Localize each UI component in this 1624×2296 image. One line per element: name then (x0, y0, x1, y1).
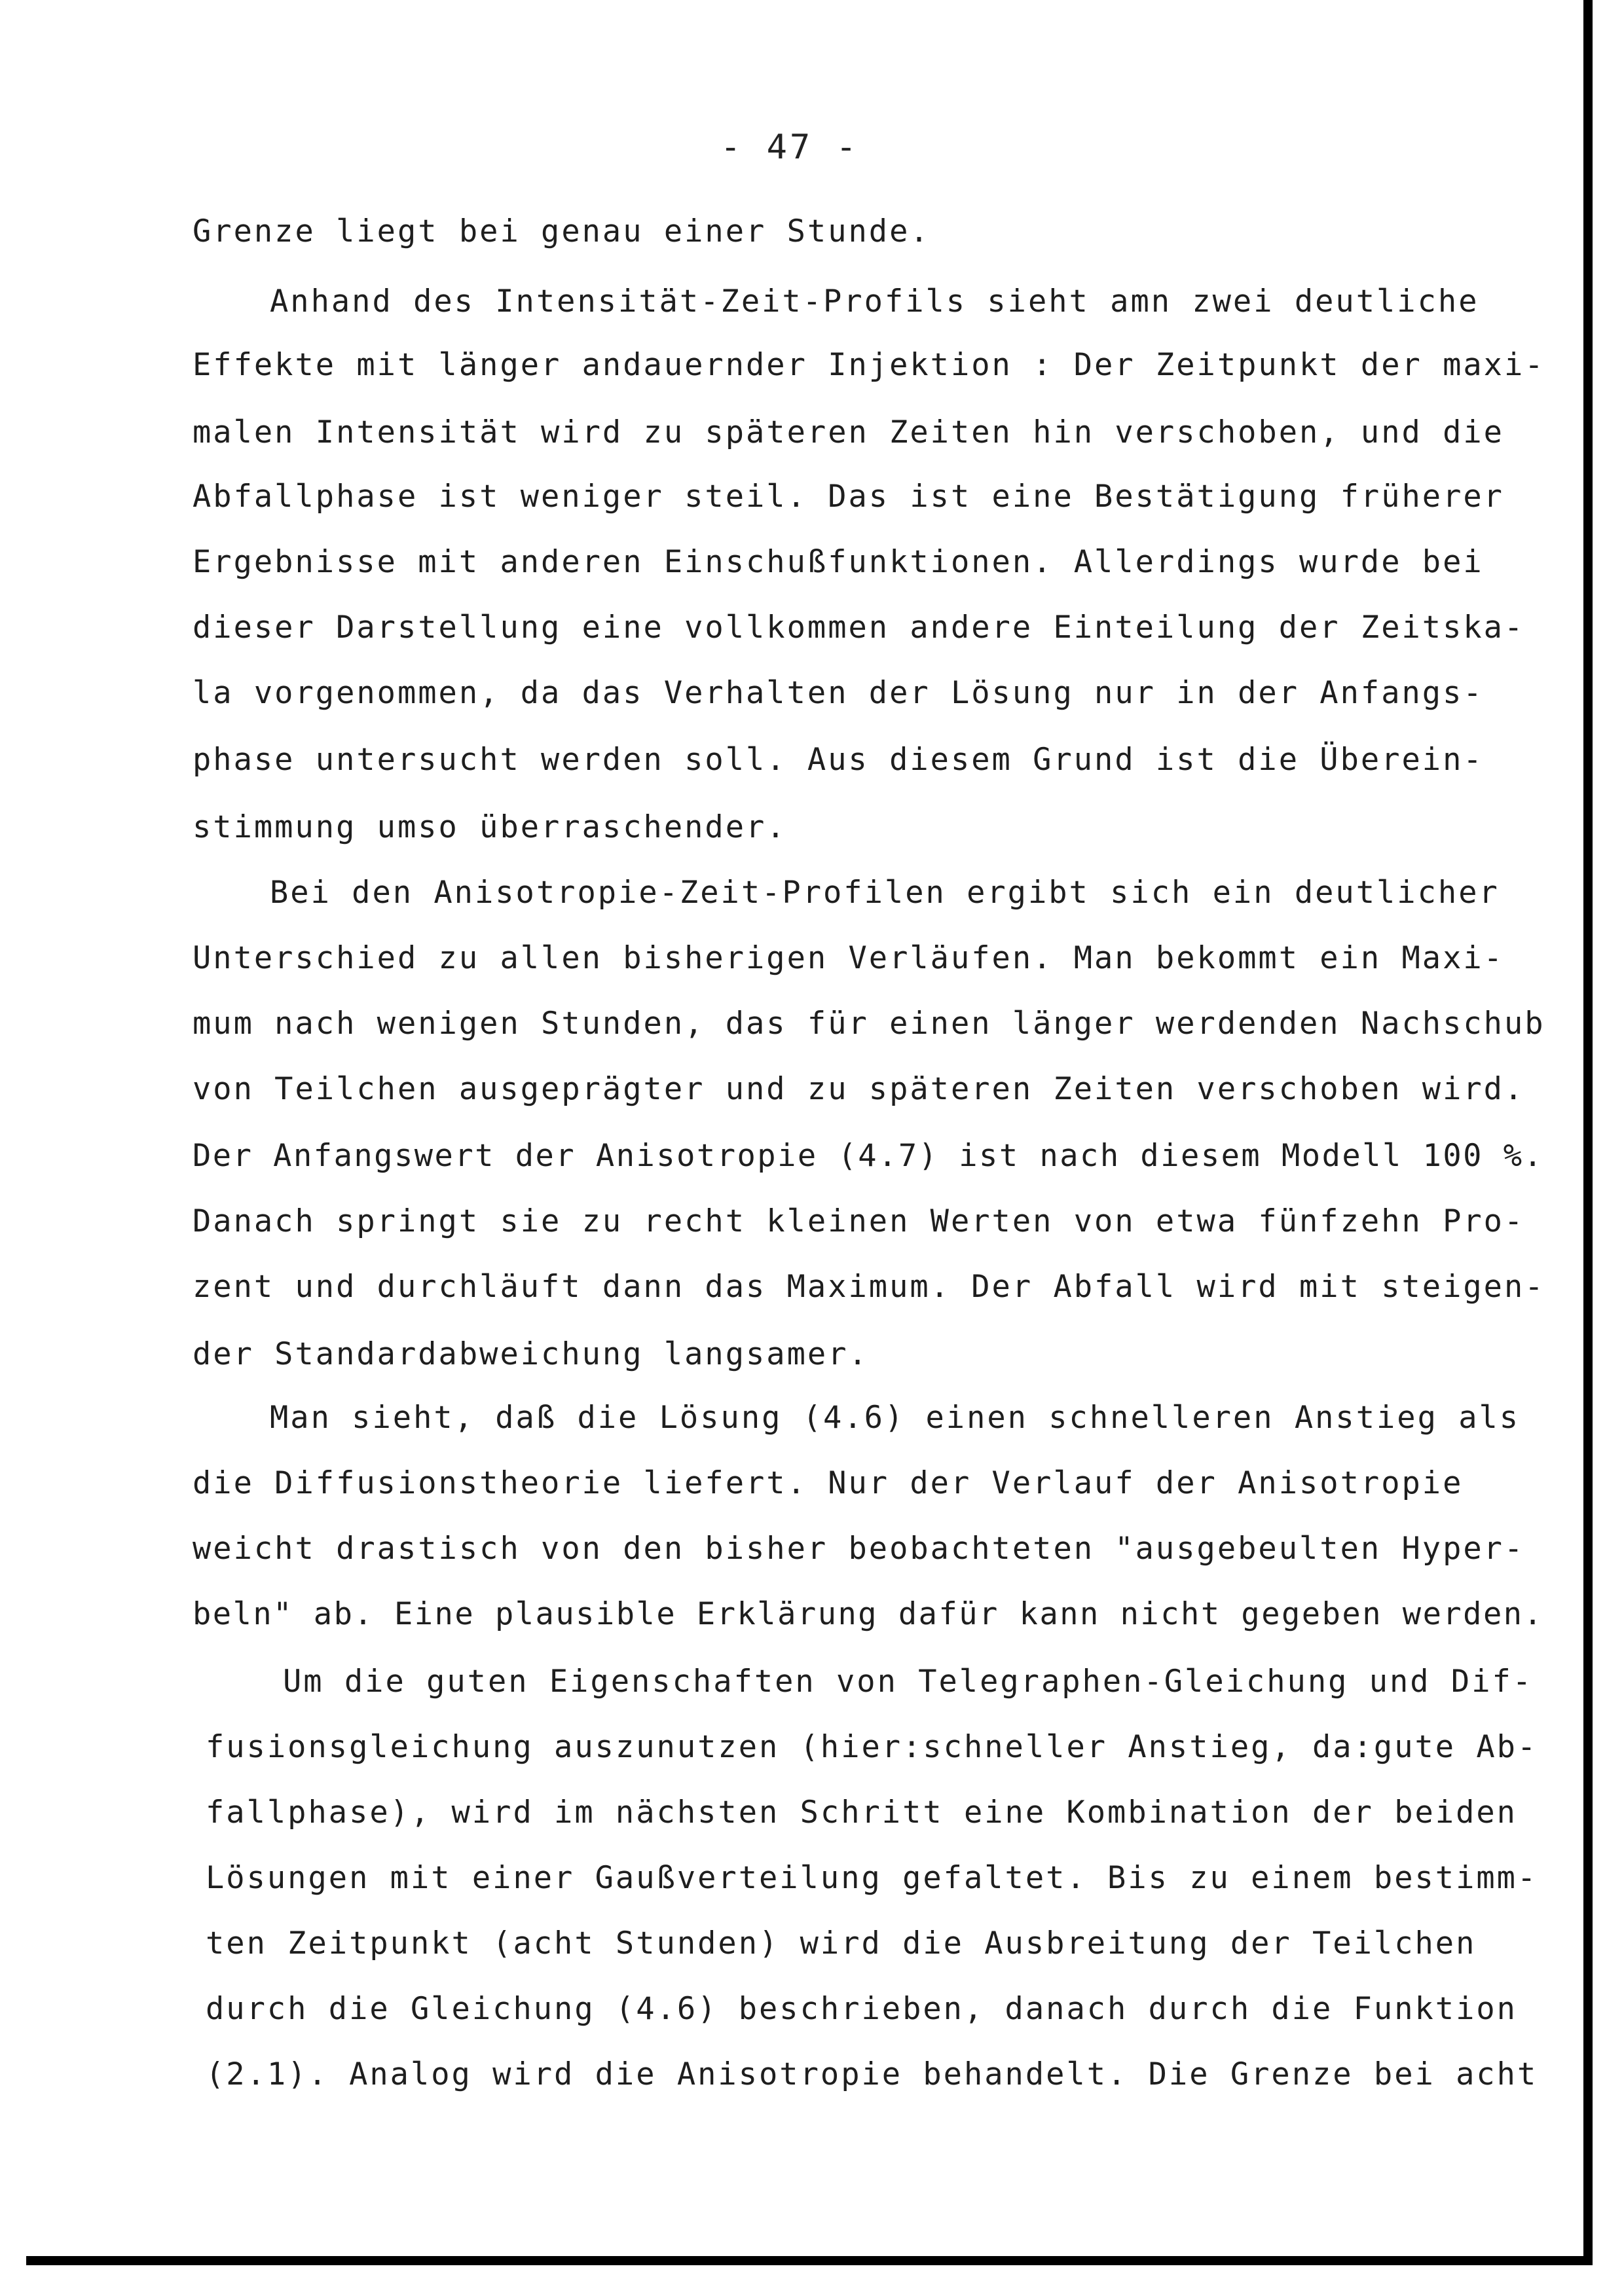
text-line: Um die guten Eigenschaften von Telegraphen-Gleichung und Dif- (283, 1664, 1534, 1700)
text-line: beln" ab. Eine plausible Erklärung dafür kann nicht gegeben werden. (193, 1596, 1544, 1632)
text-line: Abfallphase ist weniger steil. Das ist eine Bestätigung früherer (193, 479, 1504, 515)
text-line: stimmung umso überraschender. (193, 809, 787, 845)
text-line: Der Anfangswert der Anisotropie (4.7) ist nach diesem Modell 100 %. (193, 1138, 1544, 1174)
text-line: von Teilchen ausgeprägter und zu späteren Zeiten verschoben wird. (193, 1071, 1525, 1107)
text-line: Danach springt sie zu recht kleinen Werten von etwa fünfzehn Pro- (193, 1203, 1525, 1239)
text-line: Grenze liegt bei genau einer Stunde. (193, 213, 931, 249)
document-page (26, 0, 1593, 2265)
text-line: die Diffusionstheorie liefert. Nur der Verlauf der Anisotropie (193, 1465, 1464, 1501)
text-line: Bei den Anisotropie-Zeit-Profilen ergibt sich ein deutlicher (270, 875, 1500, 911)
text-line: ten Zeitpunkt (acht Stunden) wird die Ausbreitung der Teilchen (206, 1925, 1477, 1961)
text-line: Lösungen mit einer Gaußverteilung gefaltet. Bis zu einem bestimm- (206, 1860, 1538, 1896)
text-line: Anhand des Intensität-Zeit-Profils sieht amn zwei deutliche (270, 283, 1479, 319)
text-line: Unterschied zu allen bisherigen Verläufen. Man bekommt ein Maxi- (193, 940, 1504, 976)
page-number: - 47 - (720, 128, 859, 167)
text-line: der Standardabweichung langsamer. (193, 1336, 869, 1372)
text-line: durch die Gleichung (4.6) beschrieben, danach durch die Funktion (206, 1991, 1517, 2027)
text-line: la vorgenommen, da das Verhalten der Lösung nur in der Anfangs- (193, 675, 1484, 711)
text-line: fusionsgleichung auszunutzen (hier:schneller Anstieg, da:gute Ab- (206, 1729, 1538, 1765)
text-line: Ergebnisse mit anderen Einschußfunktionen. Allerdings wurde bei (193, 544, 1484, 580)
text-line: malen Intensität wird zu späteren Zeiten hin verschoben, und die (193, 414, 1504, 450)
text-line: fallphase), wird im nächsten Schritt eine Kombination der beiden (206, 1795, 1517, 1831)
text-line: weicht drastisch von den bisher beobachteten "ausgebeulten Hyper- (193, 1531, 1525, 1567)
text-line: dieser Darstellung eine vollkommen andere Einteilung der Zeitska- (193, 610, 1525, 646)
text-line: zent und durchläuft dann das Maximum. Der Abfall wird mit steigen- (193, 1269, 1545, 1305)
text-line: Man sieht, daß die Lösung (4.6) einen schnelleren Anstieg als (270, 1400, 1521, 1436)
text-line: mum nach wenigen Stunden, das für einen länger werdenden Nachschub (193, 1006, 1545, 1042)
text-line: Effekte mit länger andauernder Injektion : Der Zeitpunkt der maxi- (193, 347, 1545, 383)
text-line: phase untersucht werden soll. Aus diesem Grund ist die Überein- (193, 742, 1484, 778)
text-line: (2.1). Analog wird die Anisotropie behandelt. Die Grenze bei acht (206, 2056, 1538, 2092)
